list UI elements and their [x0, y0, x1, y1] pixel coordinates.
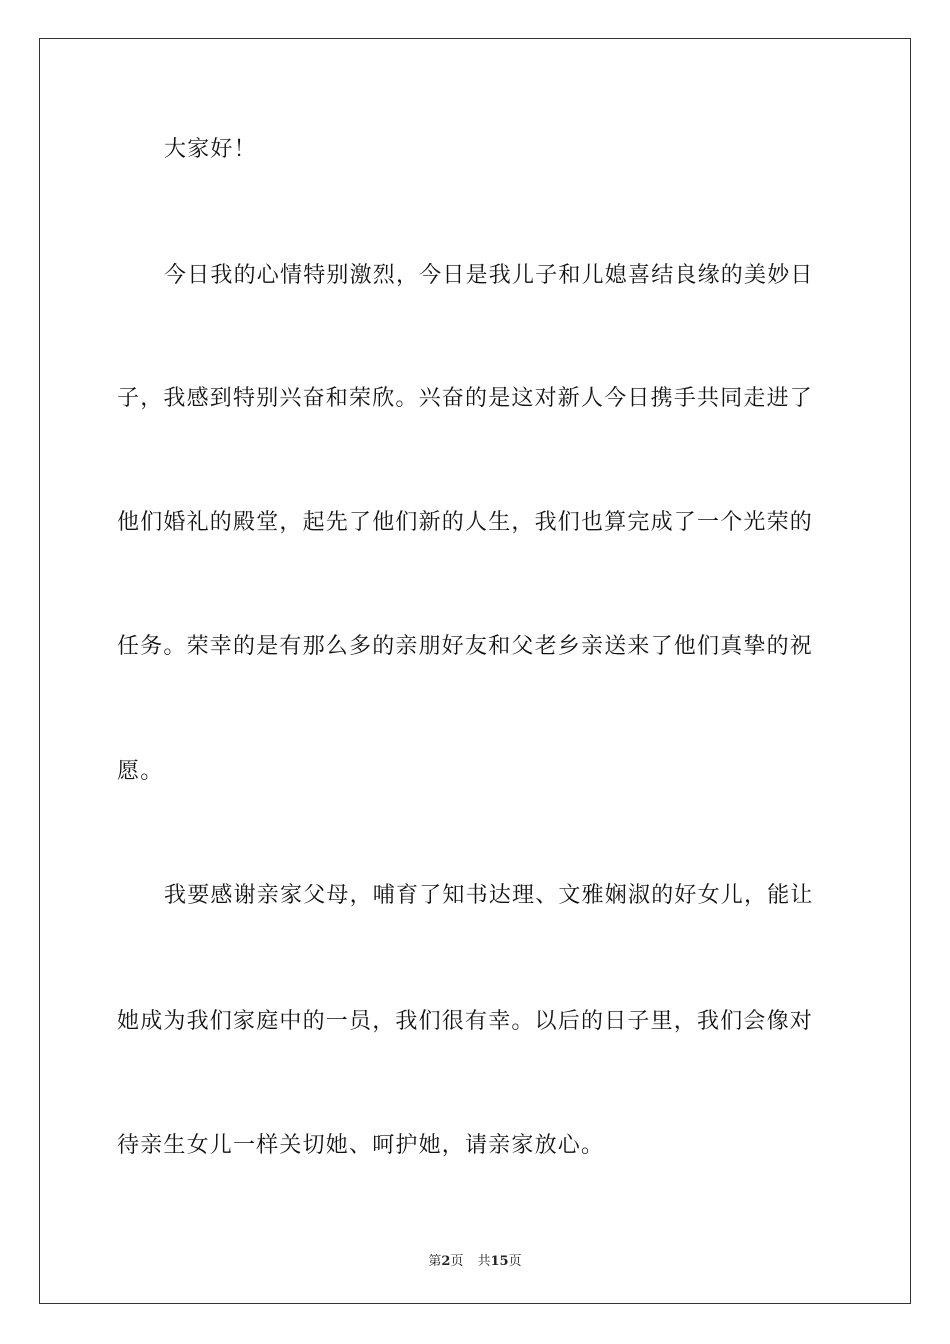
page-number: 2: [441, 1254, 451, 1269]
total-pages: 15: [490, 1254, 509, 1269]
page-border: [39, 38, 911, 1304]
paragraph-line: 她成为我们家庭中的一员，我们很有幸。以后的日子里，我们会像对: [117, 1009, 814, 1034]
paragraph-line: 大家好！: [164, 137, 257, 162]
total-label-suffix: 页: [508, 1254, 522, 1269]
page-label-prefix: 第: [428, 1254, 442, 1269]
paragraph-line: 愿。: [117, 759, 164, 784]
paragraph-line: 任务。荣幸的是有那么多的亲朋好友和父老乡亲送来了他们真挚的祝: [117, 634, 814, 659]
paragraph-line: 今日我的心情特别激烈，今日是我儿子和儿媳喜结良缘的美妙日: [164, 263, 814, 288]
paragraph-line: 待亲生女儿一样关切她、呵护她，请亲家放心。: [117, 1133, 605, 1158]
paragraph-line: 子，我感到特别兴奋和荣欣。兴奋的是这对新人今日携手共同走进了: [117, 386, 814, 411]
page-footer: [0, 1250, 950, 1269]
page-label-suffix: 页: [450, 1254, 464, 1269]
paragraph-line: 他们婚礼的殿堂，起先了他们新的人生，我们也算完成了一个光荣的: [117, 510, 814, 535]
total-label-prefix: 共: [477, 1254, 491, 1269]
paragraph-line: 我要感谢亲家父母，哺育了知书达理、文雅娴淑的好女儿，能让: [164, 883, 814, 908]
